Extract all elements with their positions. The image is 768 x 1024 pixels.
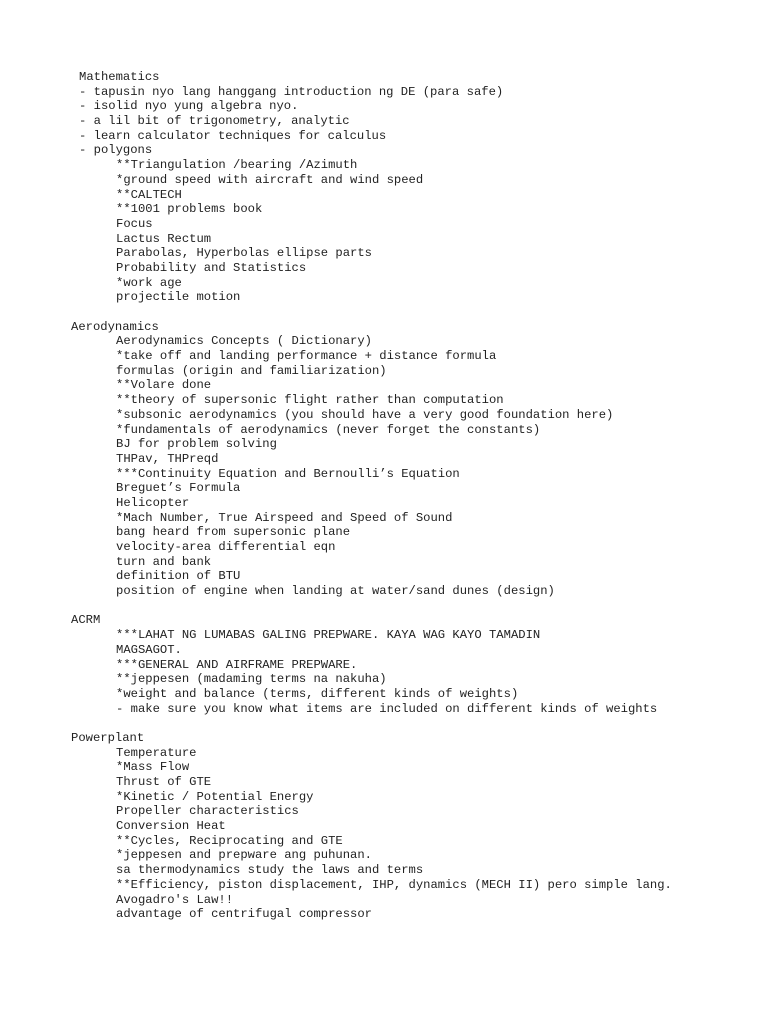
note-line: - tapusin nyo lang hanggang introduction ng DE (para safe): [79, 84, 504, 99]
note-line: *subsonic aerodynamics (you should have a very good foundation here): [116, 407, 614, 422]
note-line: Parabolas, Hyperbolas ellipse parts: [116, 246, 372, 261]
section-aerodynamics: [0, 320, 768, 599]
note-line: **CALTECH: [116, 187, 182, 202]
note-line: **1001 problems book: [116, 202, 263, 217]
note-line: BJ for problem solving: [116, 437, 277, 452]
note-line: **Volare done: [116, 378, 212, 393]
note-line: turn and bank: [116, 554, 212, 569]
note-line: Avogadro's Law!!: [116, 892, 234, 907]
section-mathematics: [0, 70, 768, 305]
note-line: *Mach Number, True Airspeed and Speed of Sound: [116, 510, 453, 525]
section-acrm: [0, 613, 768, 716]
note-line: definition of BTU: [116, 569, 241, 584]
note-line: - polygons: [79, 143, 153, 158]
note-line: ***Continuity Equation and Bernoulli’s Equation: [116, 466, 460, 481]
note-line: *fundamentals of aerodynamics (never forget the constants): [116, 422, 541, 437]
section-heading-powerplant: Powerplant: [71, 730, 145, 745]
note-line: **theory of supersonic flight rather than computation: [116, 393, 504, 408]
note-line: Conversion Heat: [116, 819, 226, 834]
note-line: formulas (origin and familiarization): [116, 363, 387, 378]
note-line: *take off and landing performance + distance formula: [116, 349, 497, 364]
note-line: *Kinetic / Potential Energy: [116, 789, 314, 804]
note-line: *jeppesen and prepware ang puhunan.: [116, 848, 372, 863]
note-line: **Triangulation /bearing /Azimuth: [116, 158, 358, 173]
note-line: MAGSAGOT.: [116, 642, 182, 657]
section-powerplant: [0, 731, 768, 922]
note-line: - learn calculator techniques for calculus: [79, 128, 387, 143]
note-line: Lactus Rectum: [116, 231, 212, 246]
note-line: **Efficiency, piston displacement, IHP, dynamics (MECH II) pero simple lang.: [116, 877, 672, 892]
document-page: [0, 70, 768, 922]
note-line: **jeppesen (madaming terms na nakuha): [116, 672, 387, 687]
section-heading-mathematics: Mathematics: [79, 70, 160, 84]
note-line: ***LAHAT NG LUMABAS GALING PREPWARE. KAYA WAG KAYO TAMADIN: [116, 628, 541, 643]
note-line: ***GENERAL AND AIRFRAME PREPWARE.: [116, 657, 358, 672]
note-line: position of engine when landing at water/sand dunes (design): [116, 584, 555, 599]
note-line: - make sure you know what items are included on different kinds of weights: [116, 701, 658, 716]
section-heading-aerodynamics: Aerodynamics: [71, 319, 159, 334]
note-line: Aerodynamics Concepts ( Dictionary): [116, 334, 372, 349]
note-line: **Cycles, Reciprocating and GTE: [116, 833, 343, 848]
note-line: THPav, THPreqd: [116, 451, 219, 466]
note-line: Probability and Statistics: [116, 260, 307, 275]
section-heading-acrm: ACRM: [71, 613, 101, 628]
note-line: - isolid nyo yung algebra nyo.: [79, 99, 299, 114]
note-line: Thrust of GTE: [116, 775, 212, 789]
note-line: *work age: [116, 275, 182, 290]
note-line: Focus: [116, 216, 153, 231]
note-line: Temperature: [116, 745, 197, 760]
note-line: Propeller characteristics: [116, 804, 299, 819]
note-line: *Mass Flow: [116, 760, 190, 775]
note-line: - a lil bit of trigonometry, analytic: [79, 114, 350, 129]
note-line: Helicopter: [116, 495, 190, 510]
note-line: *weight and balance (terms, different kinds of weights): [116, 686, 519, 701]
note-line: bang heard from supersonic plane: [116, 525, 351, 540]
note-line: velocity-area differential eqn: [116, 540, 336, 554]
note-line: advantage of centrifugal compressor: [116, 907, 372, 922]
note-line: Breguet’s Formula: [116, 481, 241, 496]
note-line: sa thermodynamics study the laws and terms: [116, 863, 424, 878]
note-line: projectile motion: [116, 290, 241, 305]
note-line: *ground speed with aircraft and wind speed: [116, 172, 424, 187]
